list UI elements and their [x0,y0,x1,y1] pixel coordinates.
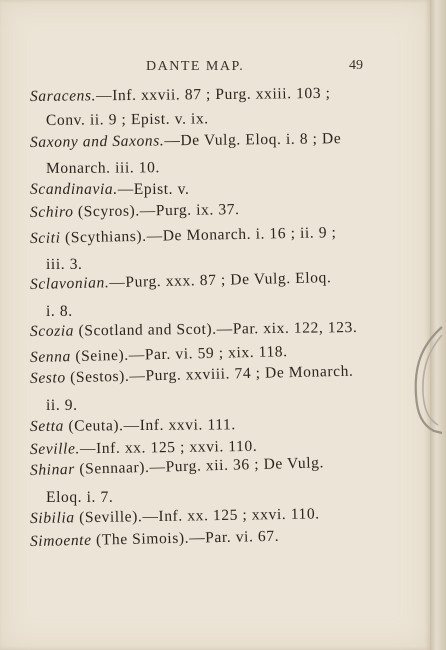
entry-term: Saxony and Saxons. [29,132,165,151]
entry-references: —Inf. xxvii. 87 ; Purg. xxiii. 103 ; [96,84,331,105]
page-header [0,59,430,79]
entry-references: (Scythians).—De Monarch. i. 16 ; ii. 9 ; [60,224,337,247]
entry-references: (The Simois).—Par. vi. 67. [91,527,280,549]
entry-term: Sciti [29,229,61,247]
index-entry-line [30,319,358,341]
entry-term: Seville. [29,440,81,458]
entry-term: Sibilia [29,509,75,527]
index-entry-line [30,528,280,551]
entry-references: (Scotland and Scot).—Par. xix. 122, 123. [73,319,358,340]
index-entry-line [46,303,73,321]
index-entry-line [30,343,288,367]
index-entry-line [30,181,189,199]
index-entry-line [30,224,337,248]
page-number: 49 [349,58,363,73]
entry-term: Saracens. [29,87,97,105]
running-head: DANTE MAP. [146,59,245,74]
index-entry-line [46,489,113,507]
entry-term: Sesto [29,369,66,387]
entry-term: Shinar [29,460,76,479]
entry-references: (Seine).—Par. vi. 59 ; xix. 118. [70,343,288,366]
entry-references: (Seville).—Inf. xx. 125 ; xxvi. 110. [74,505,320,527]
entry-references: ii. 9. [46,397,78,414]
entry-term: Scozia [29,322,75,340]
entry-term: Scandinavia. [30,181,118,198]
index-entry-line [30,201,240,222]
index-entry-line [30,130,342,152]
entry-term: Schiro [29,203,74,221]
entry-references: —De Vulg. Eloq. i. 8 ; De [164,130,342,150]
index-entry-line [46,110,209,130]
index-entry-line [30,85,331,106]
entry-references: (Sestos).—Purg. xxviii. 74 ; De Monarch. [65,362,354,387]
entry-references: Conv. ii. 9 ; Epist. v. ix. [45,110,209,129]
entry-references: (Sennaar).—Purg. xii. 36 ; De Vulg. [74,454,325,478]
entry-references: i. 8. [46,303,73,320]
entry-references: Eloq. i. 7. [46,489,114,506]
paper-clip-icon [408,325,444,435]
index-entry-line [30,505,320,528]
index-entry-line [30,438,258,459]
index-entry-line [46,397,78,415]
entry-references: (Scyros).—Purg. ix. 37. [73,201,240,221]
entry-references: (Ceuta).—Inf. xxvi. 111. [63,416,236,435]
entry-term: Senna [29,348,72,366]
entry-references: —Inf. xx. 125 ; xxvi. 110. [79,437,258,458]
entry-references: —Epist. v. [117,181,190,198]
index-entry-line [30,363,354,388]
entry-references: —Purg. xxx. 87 ; De Vulg. Eloq. [109,269,332,292]
entry-term: Setta [29,417,65,435]
entry-references: Monarch. iii. 10. [45,159,161,177]
entry-term: Simoente [29,531,92,550]
entry-references: iii. 3. [45,255,83,273]
index-entry-line [46,159,160,178]
index-entry-line [46,256,83,274]
entry-term: Sclavonian. [29,274,110,293]
index-entry-line [30,416,236,436]
